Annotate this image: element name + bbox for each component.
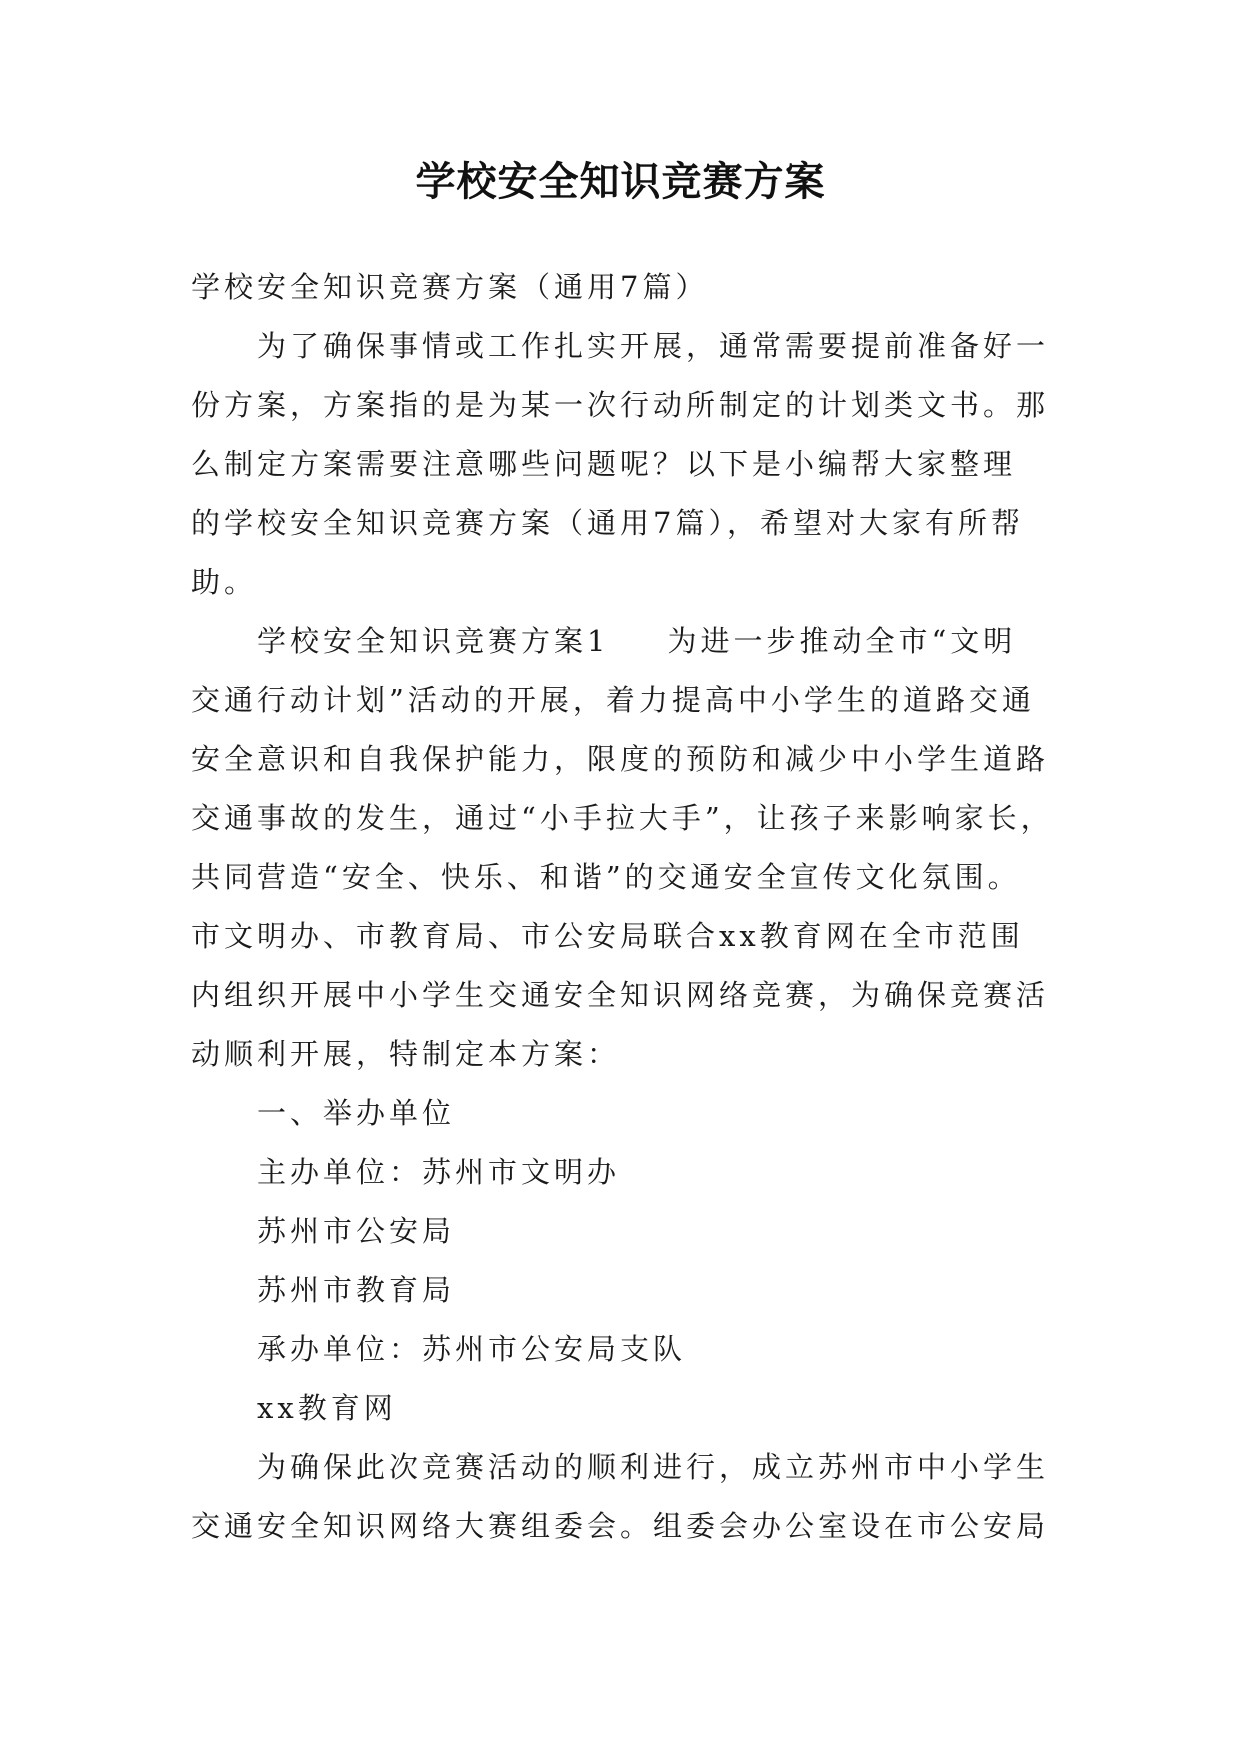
section-paragraph-line: 市文明办、市教育局、市公安局联合xx教育网在全市范围 bbox=[191, 919, 1024, 953]
organizer-line: 苏州市教育局 bbox=[257, 1273, 456, 1307]
organizer-heading: 一、举办单位 bbox=[257, 1096, 456, 1130]
intro-paragraph-line: 么制定方案需要注意哪些问题呢？以下是小编帮大家整理 bbox=[191, 447, 1017, 481]
committee-paragraph-line: 为确保此次竞赛活动的顺利进行，成立苏州市中小学生 bbox=[257, 1450, 1050, 1484]
document-body bbox=[191, 258, 1054, 1556]
section-paragraph-line bbox=[191, 612, 1051, 671]
organizer-line: 苏州市公安局 bbox=[257, 1214, 456, 1248]
intro-paragraph-line: 份方案，方案指的是为某一次行动所制定的计划类文书。那 bbox=[191, 388, 1050, 422]
section-paragraph-line: 动顺利开展，特制定本方案： bbox=[191, 1037, 621, 1071]
organizer-line: xx教育网 bbox=[257, 1391, 397, 1425]
committee-paragraph-line: 交通安全知识网络大赛组委会。组委会办公室设在市公安局 bbox=[191, 1509, 1050, 1543]
section-paragraph-line: 安全意识和自我保护能力，限度的预防和减少中小学生道路 bbox=[191, 742, 1050, 776]
document-title: 学校安全知识竞赛方案 bbox=[415, 159, 826, 205]
section-paragraph-line: 共同营造“安全、快乐、和谐”的交通安全宣传文化氛围。 bbox=[191, 860, 1021, 894]
intro-paragraph-line: 为了确保事情或工作扎实开展，通常需要提前准备好一 bbox=[257, 329, 1050, 363]
organizer-line: 主办单位：苏州市文明办 bbox=[257, 1155, 621, 1189]
section-paragraph-line: 交通事故的发生，通过“小手拉大手”，让孩子来影响家长， bbox=[191, 801, 1054, 835]
section-paragraph-line: 交通行动计划”活动的开展，着力提高中小学生的道路交通 bbox=[191, 683, 1035, 717]
section-paragraph-start: 为进一步推动全市“文明 bbox=[667, 624, 1017, 658]
organizer-line: 承办单位：苏州市公安局支队 bbox=[257, 1332, 687, 1366]
subtitle-line: 学校安全知识竞赛方案（通用7篇） bbox=[191, 270, 709, 304]
intro-paragraph-line: 的学校安全知识竞赛方案（通用7篇），希望对大家有所帮 bbox=[191, 506, 1024, 540]
section-paragraph-line: 内组织开展中小学生交通安全知识网络竞赛，为确保竞赛活 bbox=[191, 978, 1050, 1012]
section-heading: 学校安全知识竞赛方案1 bbox=[257, 624, 610, 658]
intro-paragraph-line: 助。 bbox=[191, 565, 258, 599]
